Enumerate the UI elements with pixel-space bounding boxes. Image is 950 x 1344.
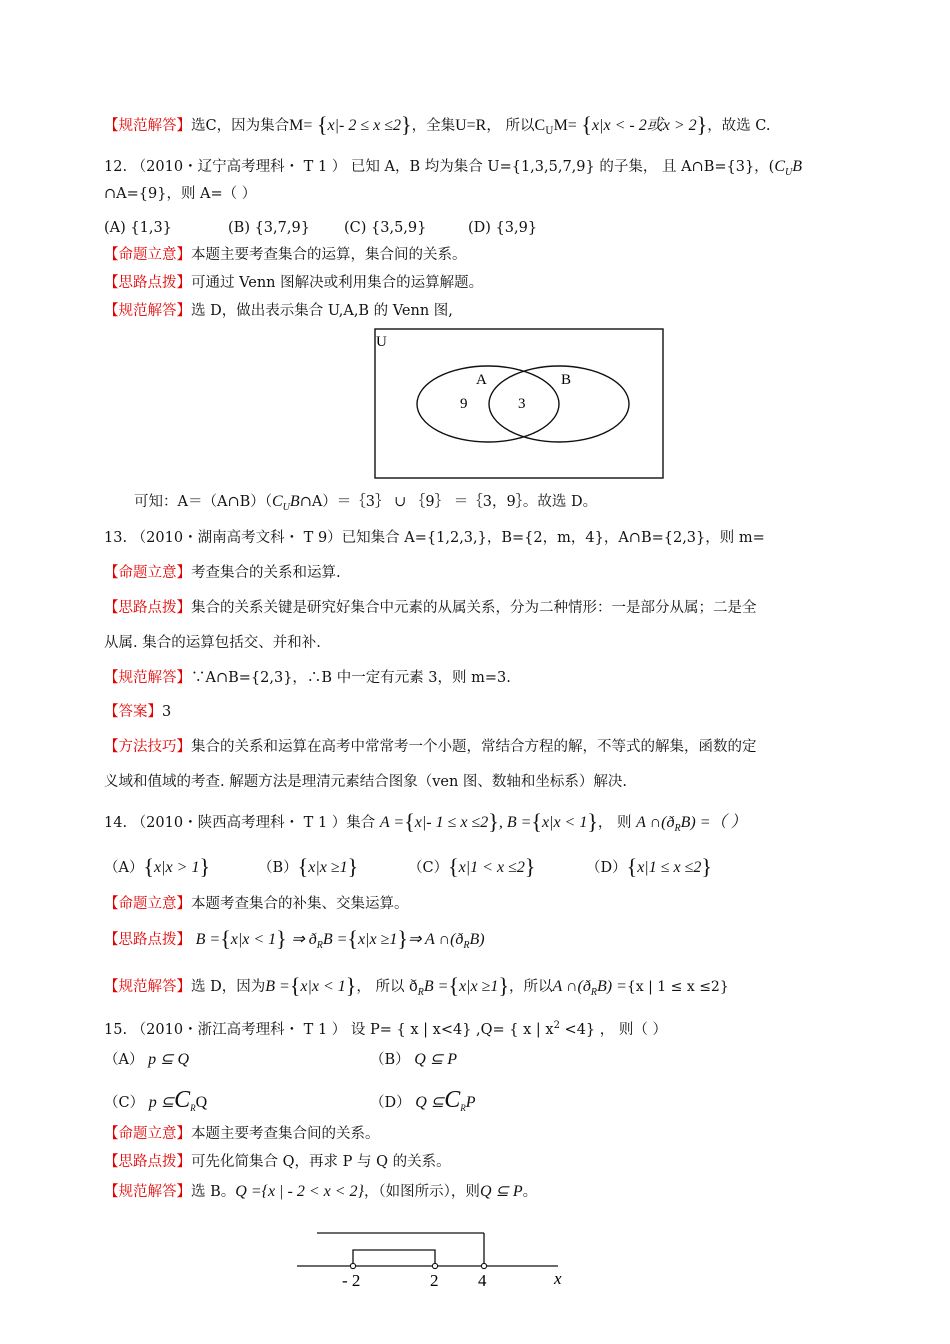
q15-option-d-complement: C (444, 1087, 461, 1113)
q14-answer-set1: x|x < 1 (300, 978, 346, 995)
q12-stem-line-2: ∩A={9}，则 A=（ ） (104, 186, 257, 202)
q12-conclusion-b: B (289, 493, 300, 510)
q14-option-a-set: x|x > 1 (154, 859, 200, 876)
venn-value-only-a: 9 (460, 396, 468, 412)
q14-answer-brace-open-2: { (448, 973, 460, 998)
q12-conclusion-a: 可知：A＝（A∩B）（ (134, 494, 272, 510)
q13-result-line (104, 702, 870, 722)
q14-brace-close-a: } (488, 809, 499, 834)
q12-option-a: (A) {1,3} (104, 220, 172, 236)
q15-hint: 可先化简集合 Q，再求 P 与 Q 的关系。 (191, 1154, 451, 1170)
q15-answer-b: ，（如图所示），则 (363, 1184, 480, 1200)
q11-set-cum: x|x < - 2或x > 2 (591, 117, 697, 134)
q11-math-m2: M= (553, 117, 577, 134)
q14-hint-arrow1: ⇒ ð (291, 931, 317, 948)
q13-answer: ∵A∩B={2,3}，∴B 中一定有元素 3，则 m=3. (191, 670, 511, 686)
q12-conclusion-sub: U (282, 501, 290, 513)
tick-label-2: 2 (430, 1271, 439, 1290)
q12-stem-sub: U (785, 166, 793, 178)
q14-answer-b: B = (265, 978, 290, 995)
q14-stem-b: ， 则 (597, 815, 632, 831)
q14-option-b-brace-open: { (297, 854, 309, 879)
q14-option-a-brace-open: { (143, 854, 155, 879)
q14-hint-sub-2: R (463, 939, 470, 951)
q12-intent-line (104, 245, 870, 265)
q14-hint-line (104, 926, 870, 956)
venn-label-b: B (561, 372, 572, 388)
q14-intent-label: 【命题立意】 (104, 896, 191, 912)
q11-answer-line (104, 112, 870, 142)
q14-option-b-set: x|x ≥1 (308, 859, 348, 876)
point-4 (481, 1263, 486, 1268)
q14-answer-c: ， 所以 ð (356, 979, 418, 995)
q15-option-d-expr: Q ⊆ (415, 1094, 445, 1111)
q14-option-b-brace-close: } (347, 854, 359, 879)
q15-option-b (370, 1050, 457, 1070)
q12-answer-line (104, 301, 870, 321)
q14-hint-sub: R (316, 939, 323, 951)
q15-option-d-tail: P (465, 1094, 476, 1111)
q14-expr-sub: R (674, 822, 681, 834)
q12-intent: 本题主要考查集合的运算，集合间的关系。 (191, 247, 467, 263)
q12-hint-label: 【思路点拨】 (104, 275, 191, 291)
q12-stem-line-1 (104, 157, 870, 183)
q14-option-d-brace-close: } (701, 854, 712, 879)
q13-intent-label: 【命题立意】 (104, 565, 191, 581)
q15-stem-end: <4} ， 则（ ） (559, 1021, 667, 1038)
q14-option-a (104, 854, 211, 879)
q13-result-label: 【答案】 (104, 704, 162, 720)
q15-answer-label: 【规范解答】 (104, 1184, 191, 1200)
q15-option-c-expr: p ⊆ (148, 1094, 175, 1111)
q15-option-b-expr: Q ⊆ P (414, 1051, 457, 1068)
venn-label-u: U (376, 334, 387, 350)
q14-answer-label: 【规范解答】 (104, 979, 191, 995)
q15-answer-c: Q ⊆ P (479, 1183, 523, 1200)
q12-answer: 选 D，做出表示集合 U,A,B 的 Venn 图, (191, 303, 453, 319)
q14-intent-line (104, 894, 870, 914)
q12-hint: 可通过 Venn 图解决或利用集合的运算解题。 (191, 275, 484, 291)
q14-option-b-label: （B） (258, 860, 298, 876)
q14-answer-g: B) = (596, 978, 627, 995)
q14-hint-end: B) (469, 931, 485, 948)
q15-option-d-sub: R (460, 1102, 466, 1113)
q14-answer-sub: R (417, 986, 424, 998)
q14-option-c-label: （C） (408, 860, 449, 876)
q14-brace-open-b: { (531, 809, 542, 834)
q15-intent-line (104, 1124, 870, 1144)
q12-answer-label: 【规范解答】 (104, 303, 191, 319)
q11-brace-open-2: { (581, 112, 592, 137)
q14-brace-open-a: { (404, 809, 415, 834)
q14-hint-b: B = (195, 931, 221, 948)
q15-intent-label: 【命题立意】 (104, 1126, 191, 1142)
q11-answer-label: 【规范解答】 (104, 118, 191, 134)
point-2 (432, 1263, 437, 1268)
q12-intent-label: 【命题立意】 (104, 247, 191, 263)
q14-option-c (408, 854, 536, 879)
q11-text-b: ，全集 (411, 118, 456, 134)
q15-hint-line (104, 1152, 870, 1172)
q14-hint-label: 【思路点拨】 (104, 932, 191, 948)
q11-math-m: M= (289, 117, 313, 134)
q14-option-a-brace-close: } (199, 854, 211, 879)
q11-text-a: 选C，因为集合 (191, 118, 290, 134)
q14-stem-a: 14. （2010・陕西高考理科・ T 1 ）集合 (104, 815, 376, 831)
q14-answer-brace-close-2: } (498, 973, 509, 998)
q14-set-b-name: , B = (498, 814, 532, 831)
q14-option-c-set: x|1 < x ≤2 (458, 859, 525, 876)
point-minus-2 (350, 1263, 355, 1268)
q13-hint-label: 【思路点拨】 (104, 600, 191, 616)
q14-answer-line (104, 973, 870, 1003)
q14-intent: 本题考查集合的补集、交集运算。 (191, 896, 409, 912)
q15-option-c-sub: R (190, 1102, 196, 1113)
q14-expr: A ∩(ð (636, 814, 675, 831)
q11-brace-close-2: } (696, 112, 708, 137)
q15-option-c-label: （C） (104, 1095, 145, 1111)
q11-sub-u: U (545, 125, 554, 137)
q14-option-b (258, 854, 359, 879)
number-line-diagram (290, 1222, 580, 1294)
venn-label-a: A (476, 372, 487, 388)
q11-text-d: ，故选 C. (707, 118, 771, 134)
venn-value-both: 3 (518, 396, 526, 412)
q14-answer-sub2: R (590, 986, 597, 998)
q13-answer-label: 【规范解答】 (104, 670, 191, 686)
q14-hint-arrow2: ⇒ A ∩(ð (407, 931, 464, 948)
q12-option-c: (C) {3,5,9} (344, 220, 427, 236)
q15-option-c (104, 1087, 208, 1118)
q15-option-a (104, 1050, 189, 1070)
q13-hint-line-1 (104, 598, 870, 618)
q14-answer-e: ，所以 (509, 979, 553, 995)
q15-option-a-label: （A） (104, 1052, 144, 1068)
q11-text-c: ， 所以 (486, 118, 535, 134)
q14-hint-brace-open-2: { (347, 926, 358, 951)
q12-hint-line (104, 273, 870, 293)
q14-answer-a: 选 D，因为 (191, 979, 266, 995)
q14-stem-line (104, 809, 870, 839)
q14-set-b: x|x < 1 (541, 814, 588, 831)
set-q-bracket (353, 1250, 435, 1266)
q14-hint-brace-close-2: } (397, 926, 408, 951)
q13-hint-1: 集合的关系关键是研究好集合中元素的从属关系，分为二种情形：一是部分从属；二是全 (191, 600, 757, 616)
q14-set-a-name: A = (379, 814, 405, 831)
q15-answer-q: Q ={x | - 2 < x < 2} (235, 1183, 364, 1200)
q14-option-d-label: （D） (586, 860, 627, 876)
q12-conclusion-d: ∩A）＝｛3｝ ∪ ｛9｝ ＝｛3，9｝。故选 D。 (299, 494, 598, 510)
q14-answer-brace-open-1: { (289, 973, 301, 998)
q14-option-d-brace-open: { (626, 854, 638, 879)
q12-conclusion-c: C (272, 493, 283, 510)
q14-option-c-brace-open: { (448, 854, 459, 879)
q14-answer-d: B = (423, 978, 449, 995)
q12-stem-cu: C (774, 158, 785, 175)
q15-stem-line (104, 1016, 870, 1040)
venn-set-a-ellipse (417, 366, 559, 442)
q14-hint-b2: B = (322, 931, 348, 948)
q15-option-d (370, 1087, 476, 1118)
q15-option-a-expr: p ⊆ Q (148, 1051, 190, 1068)
q13-method-line-2: 义域和值域的考查. 解题方法是理清元素结合图象（ven 图、数轴和坐标系）解决. (104, 774, 628, 790)
q14-hint-set1: x|x < 1 (230, 931, 277, 948)
q13-result: 3 (162, 704, 172, 720)
q14-answer-brace-close-1: } (345, 973, 357, 998)
q15-answer-a: 选 B。 (191, 1184, 236, 1200)
q13-answer-line (104, 668, 870, 688)
q11-brace-close: } (401, 112, 412, 137)
q12-stem-a: 12. （2010・辽宁高考理科・ T 1 ） 已知 A，B 均为集合 U={1,3,5,7,9} 的子集， 且 A∩B={3}，( (104, 159, 775, 175)
axis-variable-label: x (554, 1269, 562, 1288)
q14-hint-brace-open-1: { (220, 926, 231, 951)
q14-option-c-brace-close: } (524, 854, 536, 879)
q14-answer-f: A ∩(ð (552, 978, 591, 995)
venn-diagram (370, 326, 670, 481)
tick-label-minus-2: - 2 (342, 1271, 361, 1290)
q13-intent: 考查集合的关系和运算. (191, 565, 341, 581)
q14-hint-brace-close-1: } (276, 926, 287, 951)
tick-label-4: 4 (478, 1271, 487, 1290)
q14-brace-close-b: } (587, 809, 598, 834)
q14-option-a-label: （A） (104, 860, 144, 876)
q14-option-d-set: x|1 ≤ x ≤2 (637, 859, 702, 876)
q14-hint-set2: x|x ≥1 (357, 931, 398, 948)
q13-method-label: 【方法技巧】 (104, 739, 191, 755)
q15-intent: 本题主要考查集合间的关系。 (191, 1126, 380, 1142)
q11-brace-open: { (316, 112, 328, 137)
q11-math-u: U=R (455, 117, 487, 134)
q11-set-m: x|- 2 ≤ x ≤2 (327, 117, 402, 134)
q15-option-b-label: （B） (370, 1052, 410, 1068)
q14-set-a: x|- 1 ≤ x ≤2 (414, 814, 489, 831)
q15-answer-d: 。 (522, 1184, 538, 1200)
q15-answer-line (104, 1182, 870, 1202)
q15-hint-label: 【思路点拨】 (104, 1154, 191, 1170)
q12-conclusion-line (134, 492, 870, 518)
q12-option-b: (B) {3,7,9} (228, 220, 310, 236)
q15-stem-sup: 2 (553, 1020, 560, 1031)
q11-math-cum: C (534, 117, 546, 134)
q12-option-d: (D) {3,9} (468, 220, 538, 236)
q13-stem: 13. （2010・湖南高考文科・ T 9）已知集合 A={1,2,3,}，B={2，m，4}，A∩B={2,3}，则 m= (104, 530, 765, 546)
q13-hint-line-2: 从属. 集合的运算包括交、并和补. (104, 635, 321, 651)
q14-expr-end: B) =（ ） (680, 814, 747, 831)
q13-method-line-1 (104, 737, 870, 757)
q14-answer-h: {x | 1 ≤ x ≤2} (626, 979, 729, 995)
q13-intent-line (104, 563, 870, 583)
q15-option-c-complement: C (174, 1087, 191, 1113)
q13-method-1: 集合的关系和运算在高考中常常考一个小题，常结合方程的解，不等式的解集，函数的定 (191, 739, 757, 755)
q15-option-c-tail: Q (195, 1094, 208, 1111)
q12-stem-b: B (792, 158, 803, 175)
q15-option-d-label: （D） (370, 1095, 411, 1111)
q14-answer-set2: x|x ≥1 (459, 978, 499, 995)
q15-stem: 15. （2010・浙江高考理科・ T 1 ） 设 P= { x | x<4} ,Q= { x | x (104, 1021, 554, 1038)
q14-option-d (586, 854, 712, 879)
